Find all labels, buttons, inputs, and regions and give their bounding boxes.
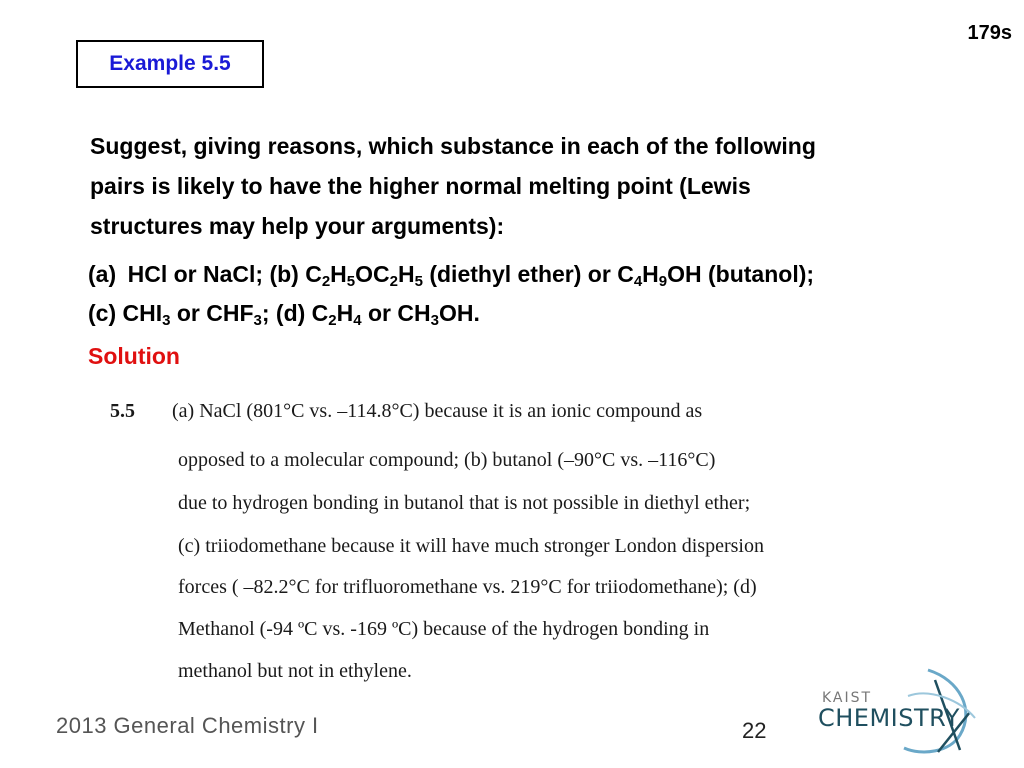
question-text xyxy=(90,126,1010,246)
answer-line: (c) triiodomethane because it will have much stronger London dispersion xyxy=(178,535,764,557)
example-label: Example 5.5 xyxy=(109,52,231,75)
pairs-line-2: (c) $CHI_3$ or $CHF_3$; (d) $C_2H_4$ or $CH_3OH$. xyxy=(88,300,480,329)
footer-course-title: 2013 General Chemistry I xyxy=(56,713,319,738)
answer-line: due to hydrogen bonding in butanol that is not possible in diethyl ether; xyxy=(178,492,751,514)
answer-line: (a) NaCl (801°C vs. –114.8°C) because it is an ionic compound as xyxy=(172,400,703,422)
example-label-box xyxy=(76,40,264,88)
kaist-chemistry-logo xyxy=(810,660,1010,760)
answer-line: opposed to a molecular compound; (b) butanol (–90°C vs. –116°C) xyxy=(178,449,716,471)
solution-heading: Solution xyxy=(88,343,180,369)
pairs-line-1: (a) HCl or NaCl; (b) $C_2H_5OC_2H_5$ (diethyl ether) or $C_4H_9OH$ (butanol); xyxy=(88,261,815,290)
question-line-3: structures may help your arguments): xyxy=(90,213,505,239)
page-code: 179s xyxy=(967,22,1012,44)
answer-line: Methanol (-94 ºC vs. -169 ºC) because of the hydrogen bonding in xyxy=(178,618,710,640)
question-line-2: pairs is likely to have the higher normal melting point (Lewis xyxy=(90,173,751,199)
answer-line: methanol but not in ethylene. xyxy=(178,660,412,682)
page-number: 22 xyxy=(742,718,767,743)
answer-number: 5.5 xyxy=(110,400,135,422)
substance-pairs xyxy=(88,255,1018,333)
logo-kaist-text: KAIST xyxy=(822,690,873,706)
question-line-1: Suggest, giving reasons, which substance in each of the following xyxy=(90,133,816,159)
answer-line: forces ( –82.2°C for trifluoromethane vs. 219°C for triiodomethane); (d) xyxy=(178,576,757,598)
logo-chemistry-text: CHEMISTRY xyxy=(818,704,960,732)
